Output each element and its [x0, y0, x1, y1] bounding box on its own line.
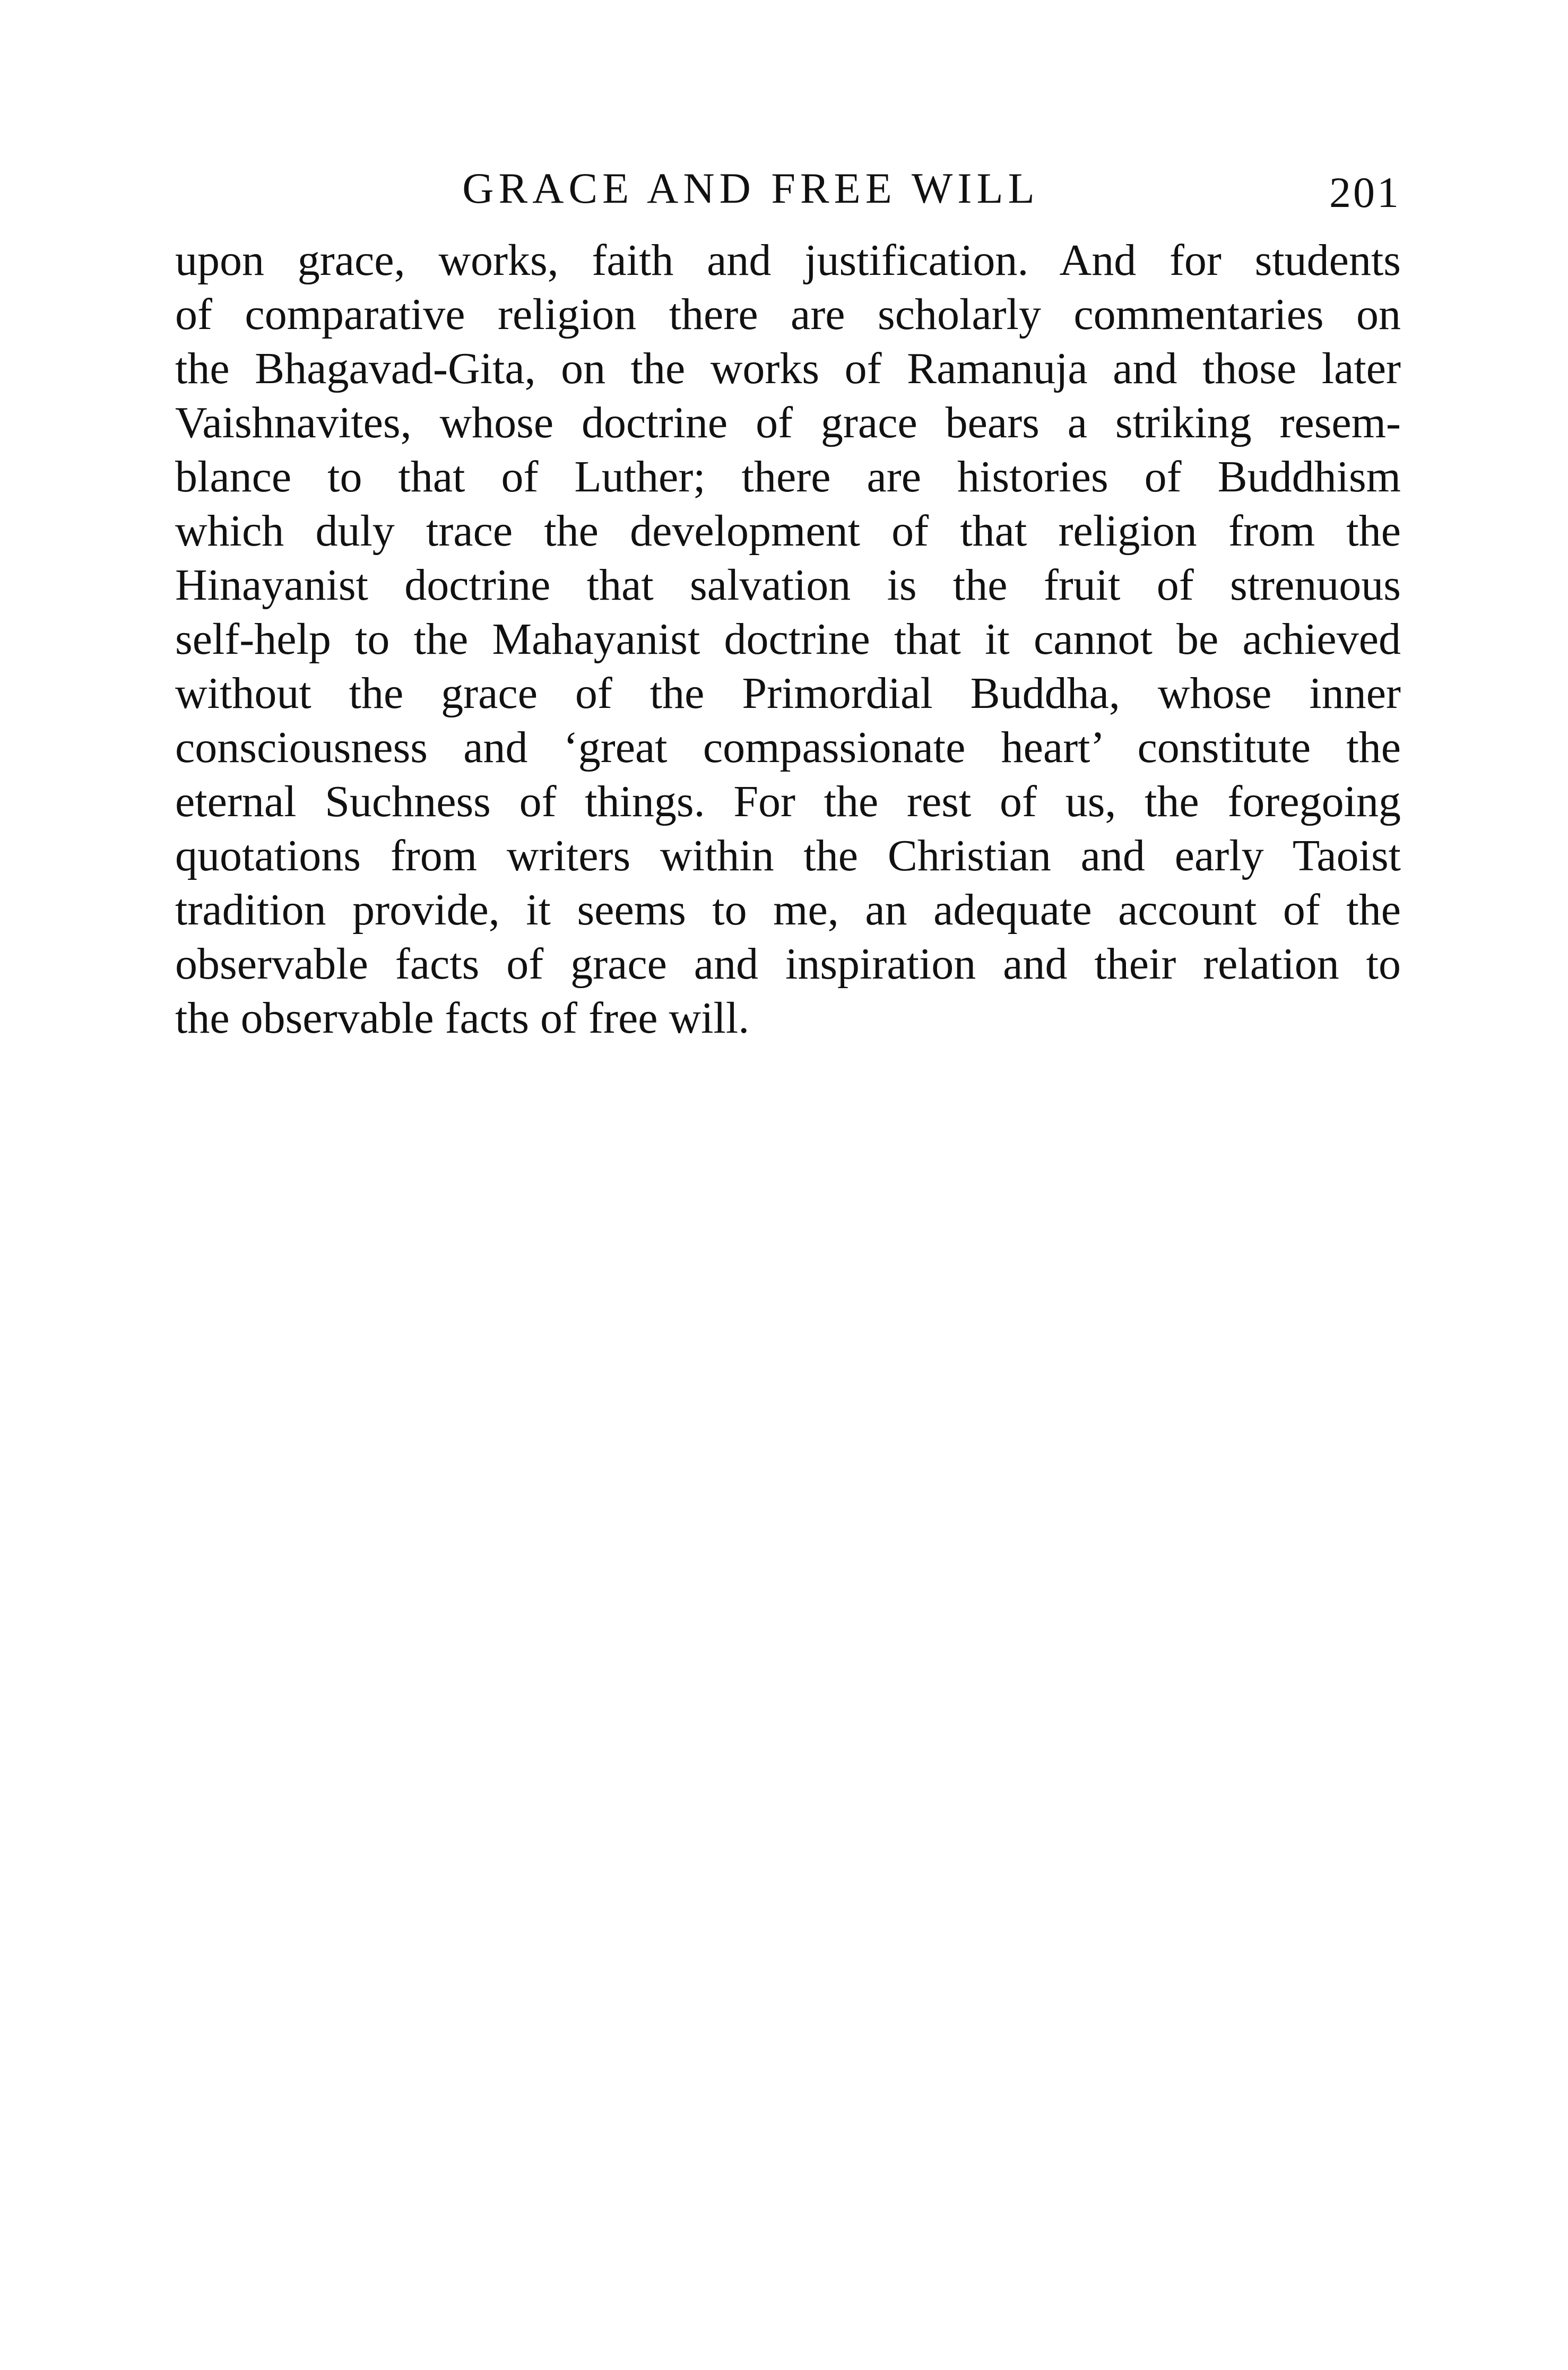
text-line: Hinayanist doctrine that salvation is the fruit of strenuous	[175, 560, 1401, 610]
body-paragraph	[175, 233, 1401, 1045]
text-line: eternal Suchness of things. For the rest of us, the foregoing	[175, 777, 1401, 826]
running-title: GRACE AND FREE WILL	[462, 164, 1039, 212]
text-line: quotations from writers within the Christian and early Taoist	[175, 831, 1401, 880]
text-line: which duly trace the development of that religion from the	[175, 506, 1401, 556]
text-line: blance to that of Luther; there are histories of Buddhism	[175, 452, 1401, 501]
text-line: of comparative religion there are scholarly commentaries on	[175, 290, 1401, 339]
text-line: tradition provide, it seems to me, an adequate account of the	[175, 885, 1401, 935]
text-line: self-help to the Mahayanist doctrine that it cannot be achieved	[175, 615, 1401, 664]
text-line: Vaishnavites, whose doctrine of grace bears a striking resem-	[175, 398, 1401, 447]
text-line: upon grace, works, faith and justification. And for students	[175, 236, 1401, 285]
text-line: consciousness and ‘great compassionate heart’ constitute the	[175, 723, 1401, 772]
page-number: 201	[1329, 168, 1401, 217]
text-line: observable facts of grace and inspiration and their relation to	[175, 939, 1401, 989]
text-line: the Bhagavad-Gita, on the works of Ramanuja and those later	[175, 344, 1401, 393]
running-head	[175, 159, 1401, 218]
text-line: without the grace of the Primordial Buddha, whose inner	[175, 669, 1401, 718]
text-line-last: the observable facts of free will.	[175, 993, 750, 1043]
